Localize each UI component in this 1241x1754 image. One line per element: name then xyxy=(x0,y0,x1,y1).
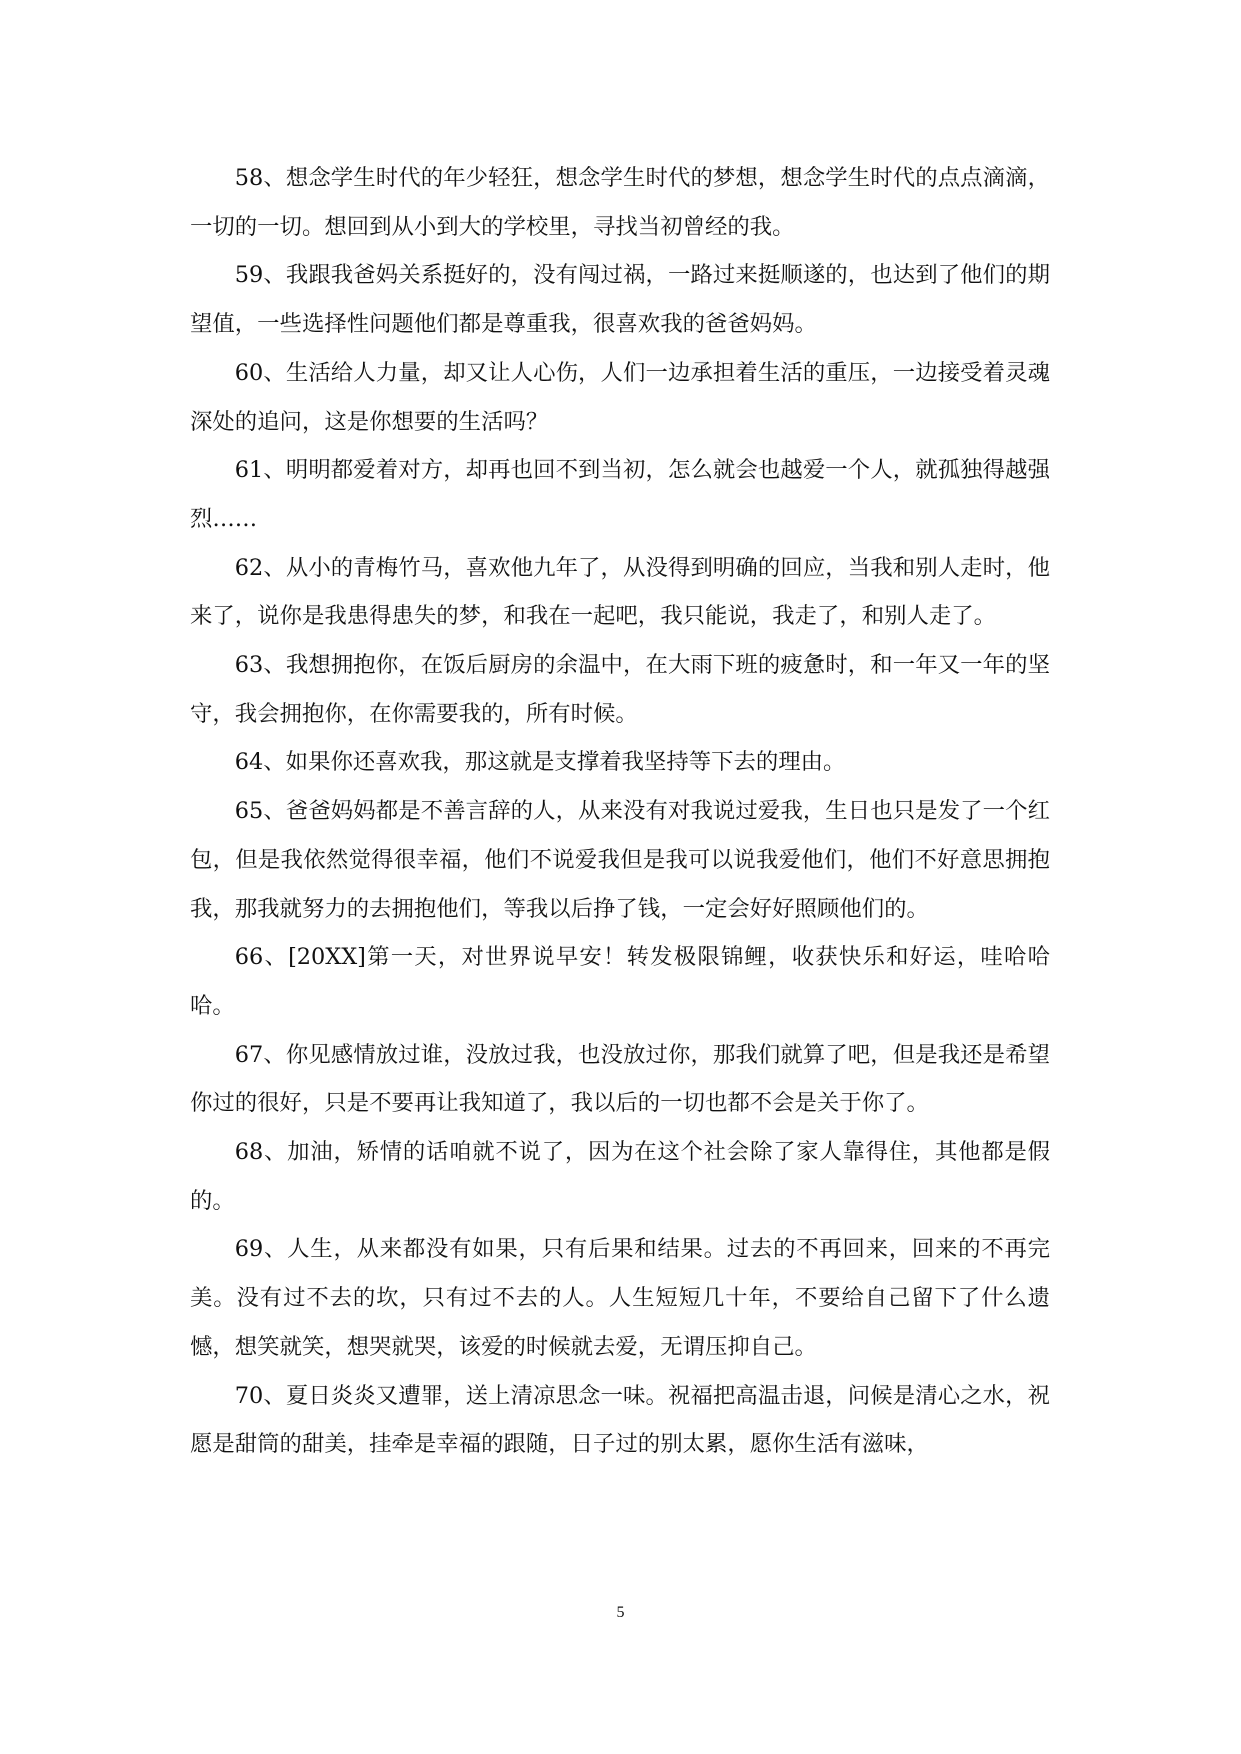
paragraph-69: 69、人生，从来都没有如果，只有后果和结果。过去的不再回来，回来的不再完美。没有过不去的坎，只有过不去的人。人生短短几十年，不要给自己留下了什么遗憾，想笑就笑，想哭就哭，该爱的时候就去爱，无谓压抑自己。 xyxy=(190,1236,1050,1360)
paragraph-60: 60、生活给人力量，却又让人心伤，人们一边承担着生活的重压，一边接受着灵魂深处的追问，这是你想要的生活吗？ xyxy=(190,359,1050,435)
paragraph-59: 59、我跟我爸妈关系挺好的，没有闯过祸，一路过来挺顺遂的，也达到了他们的期望值，一些选择性问题他们都是尊重我，很喜欢我的爸爸妈妈。 xyxy=(190,262,1050,338)
paragraph-66: 66、[20XX]第一天，对世界说早安！转发极限锦鲤，收获快乐和好运，哇哈哈哈。 xyxy=(190,944,1050,1019)
paragraph-70: 70、夏日炎炎又遭罪，送上清凉思念一味。祝福把高温击退，问候是清心之水，祝愿是甜筒的甜美，挂牵是幸福的跟随，日子过的别太累，愿你生活有滋味， xyxy=(190,1382,1050,1458)
paragraph-58: 58、想念学生时代的年少轻狂，想念学生时代的梦想，想念学生时代的点点滴滴，一切的一切。想回到从小到大的学校里，寻找当初曾经的我。 xyxy=(190,165,1050,240)
paragraph-62: 62、从小的青梅竹马，喜欢他九年了，从没得到明确的回应，当我和别人走时，他来了，说你是我患得患失的梦，和我在一起吧，我只能说，我走了，和别人走了。 xyxy=(190,554,1050,630)
paragraph-64: 64、如果你还喜欢我，那这就是支撑着我坚持等下去的理由。 xyxy=(234,749,846,776)
paragraph-68: 68、加油，矫情的话咱就不说了，因为在这个社会除了家人靠得住，其他都是假的。 xyxy=(190,1139,1050,1214)
paragraph-65: 65、爸爸妈妈都是不善言辞的人，从来没有对我说过爱我，生日也只是发了一个红包，但是我依然觉得很幸福，他们不说爱我但是我可以说我爱他们，他们不好意思拥抱我，那我就努力的去拥抱他们，等我以后挣了钱，一定会好好照顾他们的。 xyxy=(190,798,1050,922)
page-number: 5 xyxy=(616,1604,625,1621)
paragraph-61: 61、明明都爱着对方，却再也回不到当初，怎么就会也越爱一个人，就孤独得越强烈…… xyxy=(190,457,1050,532)
body-text xyxy=(190,154,1050,1469)
paragraph-67: 67、你见感情放过谁，没放过我，也没放过你，那我们就算了吧，但是我还是希望你过的很好，只是不要再让我知道了，我以后的一切也都不会是关于你了。 xyxy=(190,1041,1050,1117)
paragraph-63: 63、我想拥抱你，在饭后厨房的余温中，在大雨下班的疲惫时，和一年又一年的坚守，我会拥抱你，在你需要我的，所有时候。 xyxy=(190,652,1050,727)
